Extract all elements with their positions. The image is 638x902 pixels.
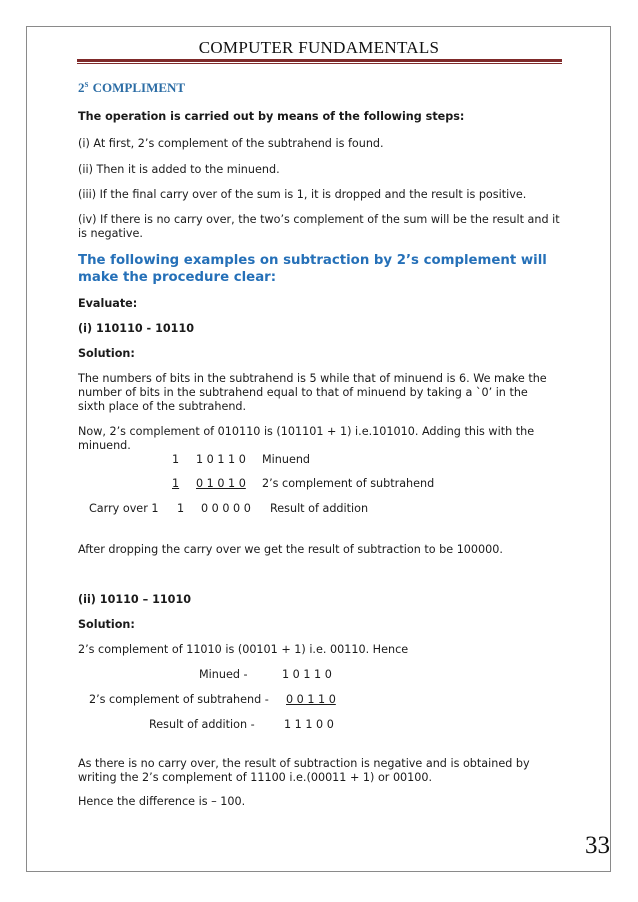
ex1-row1-label: Minuend bbox=[262, 453, 311, 466]
ex2-row1-bits: 1 0 1 1 0 bbox=[282, 668, 332, 681]
example2-para1: 2’s complement of 11010 is (00101 + 1) i.e. 00110. Hence bbox=[78, 643, 409, 656]
examples-heading: The following examples on subtraction by 2’s complement will make the procedure clear: bbox=[78, 253, 547, 285]
ex2-row2-label: 2’s complement of subtrahend - bbox=[89, 693, 269, 706]
section-superscript: S bbox=[84, 81, 89, 89]
example1-para1: The numbers of bits in the subtrahend is 5 while that of minuend is 6. We make the number of bits in the subtrahend equal to that of minuend by taking a `0’ in the sixth place of the subtrahend. bbox=[78, 372, 547, 413]
step-1: (i) At first, 2’s complement of the subtrahend is found. bbox=[78, 137, 384, 150]
ex2-row2-bits: 0 0 1 1 0 bbox=[286, 693, 336, 706]
ex2-row3-label: Result of addition - bbox=[149, 718, 255, 731]
section-number: 2 bbox=[78, 80, 85, 95]
step-2: (ii) Then it is added to the minuend. bbox=[78, 163, 280, 176]
ex1-row2-bits: 0 1 0 1 0 bbox=[196, 477, 246, 490]
example1-problem: (i) 110110 - 10110 bbox=[78, 322, 195, 335]
ex1-row3-prefix: Carry over 1 bbox=[89, 502, 159, 515]
page-header-title: COMPUTER FUNDAMENTALS bbox=[198, 38, 440, 57]
ex2-row1-label: Minued - bbox=[199, 668, 248, 681]
example2-solution-label: Solution: bbox=[78, 618, 135, 631]
section-title bbox=[78, 80, 185, 96]
step-3: (iii) If the final carry over of the sum is 1, it is dropped and the result is positive. bbox=[78, 188, 527, 201]
intro-heading: The operation is carried out by means of the following steps: bbox=[78, 110, 465, 123]
example2-conclusion: As there is no carry over, the result of subtraction is negative and is obtained by writing the 2’s complement of 11100 i.e.(00011 + 1) or 00100. bbox=[78, 757, 530, 784]
example2-final: Hence the difference is – 100. bbox=[78, 795, 246, 808]
ex1-row1-lead: 1 bbox=[172, 453, 180, 466]
header-rule-thin bbox=[77, 63, 562, 64]
header-rule-thick bbox=[77, 59, 562, 62]
ex1-row1-bits: 1 0 1 1 0 bbox=[196, 453, 246, 466]
ex1-row3-lead: 1 bbox=[177, 502, 185, 515]
evaluate-label: Evaluate: bbox=[78, 297, 138, 310]
ex1-row2-label: 2’s complement of subtrahend bbox=[262, 477, 435, 490]
section-title-text: COMPLIMENT bbox=[92, 80, 186, 95]
ex1-row2-lead: 1 bbox=[172, 477, 180, 490]
ex1-row3-bits: 0 0 0 0 0 bbox=[201, 502, 251, 515]
example2-problem: (ii) 10110 – 11010 bbox=[78, 593, 192, 606]
example1-solution-label: Solution: bbox=[78, 347, 135, 360]
step-4: (iv) If there is no carry over, the two’s complement of the sum will be the result and it is negative. bbox=[78, 213, 560, 240]
ex2-row3-bits: 1 1 1 0 0 bbox=[284, 718, 334, 731]
example1-para2: Now, 2’s complement of 010110 is (101101 + 1) i.e.101010. Adding this with the minuend. bbox=[78, 425, 535, 452]
page-number: 33 bbox=[585, 832, 610, 859]
example1-conclusion: After dropping the carry over we get the result of subtraction to be 100000. bbox=[78, 543, 503, 556]
ex1-row3-label: Result of addition bbox=[270, 502, 369, 515]
